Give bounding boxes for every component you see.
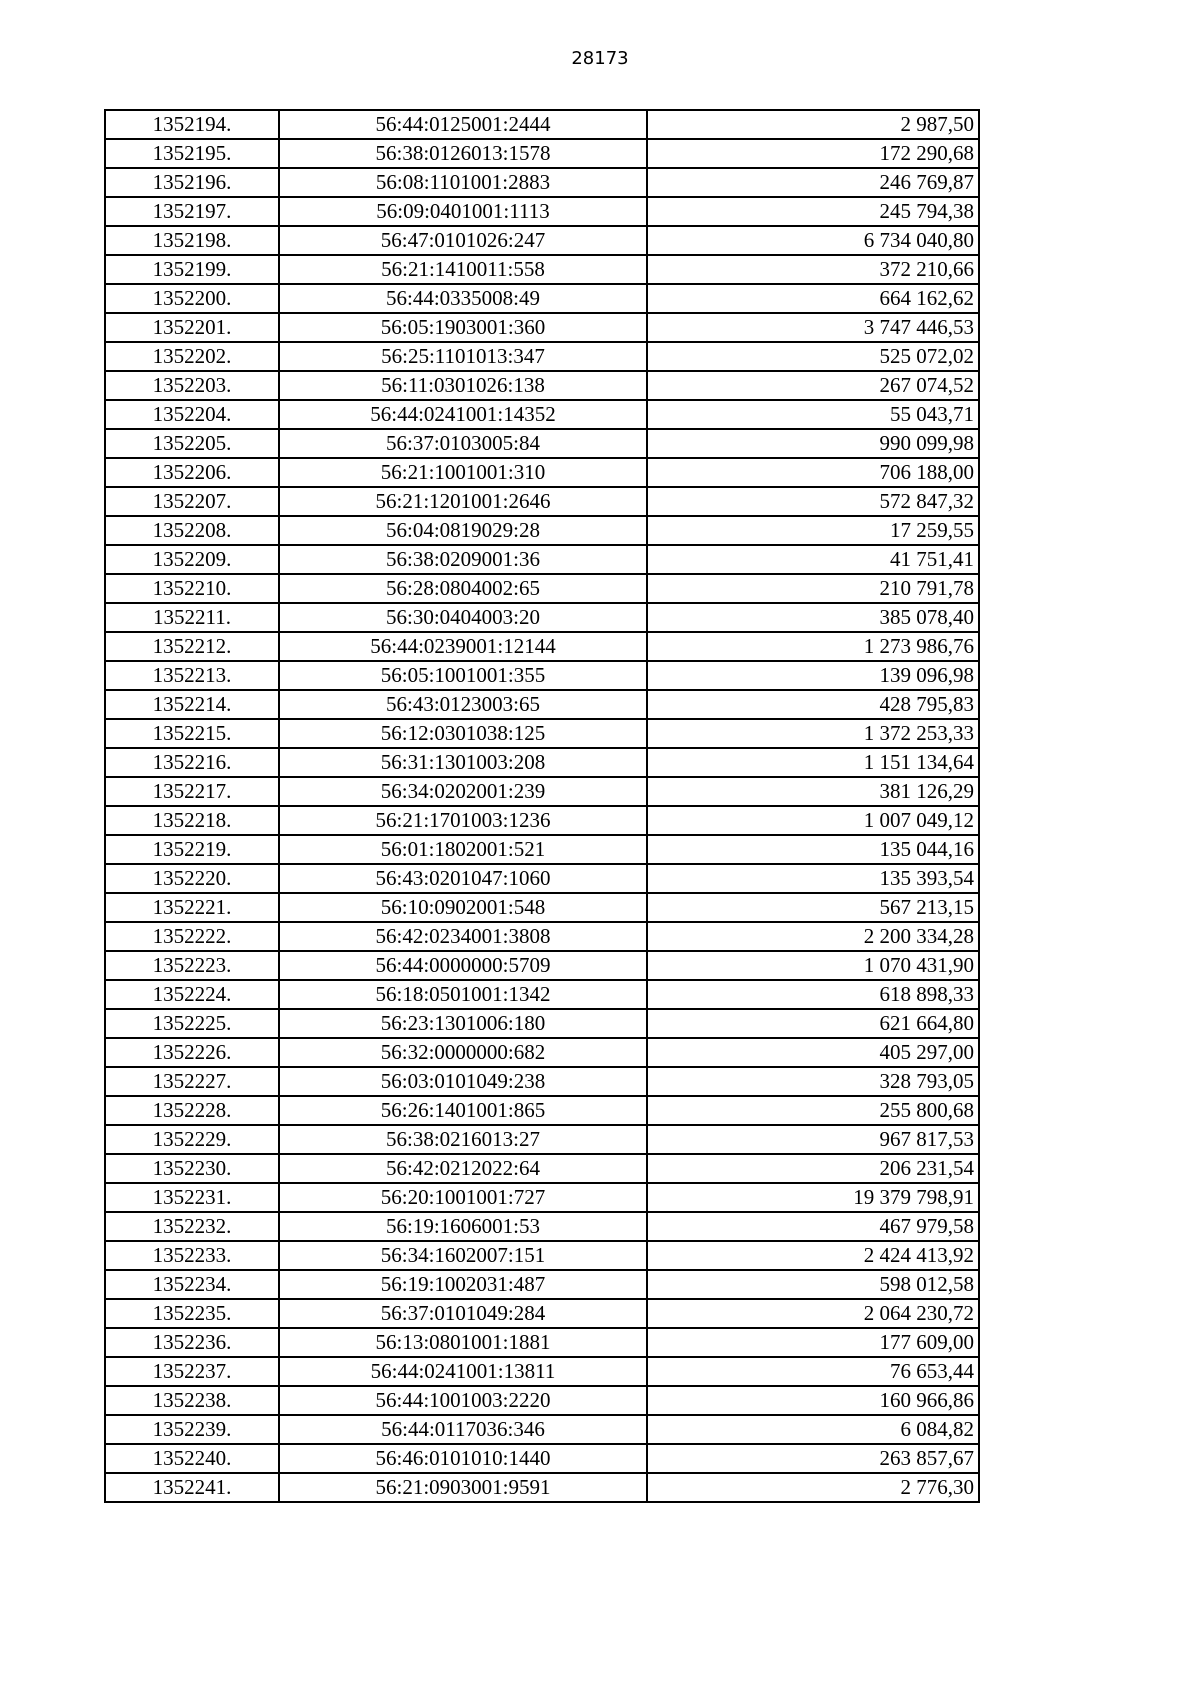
cadastral-number-cell: 56:19:1606001:53: [279, 1212, 647, 1241]
row-number-cell: 1352236.: [105, 1328, 279, 1357]
cadastral-number-cell: 56:43:0201047:1060: [279, 864, 647, 893]
page-number: 28173: [571, 48, 629, 69]
value-cell: 6 084,82: [647, 1415, 979, 1444]
row-number-cell: 1352222.: [105, 922, 279, 951]
row-number-cell: 1352219.: [105, 835, 279, 864]
table-row: [105, 893, 979, 922]
cadastral-number-cell: 56:42:0234001:3808: [279, 922, 647, 951]
value-cell: 3 747 446,53: [647, 313, 979, 342]
value-cell: 246 769,87: [647, 168, 979, 197]
row-number-cell: 1352216.: [105, 748, 279, 777]
row-number-cell: 1352209.: [105, 545, 279, 574]
value-cell: 135 393,54: [647, 864, 979, 893]
table-row: [105, 690, 979, 719]
value-cell: 567 213,15: [647, 893, 979, 922]
cadastral-number-cell: 56:44:0241001:13811: [279, 1357, 647, 1386]
row-number-cell: 1352208.: [105, 516, 279, 545]
table-row: [105, 255, 979, 284]
value-cell: 160 966,86: [647, 1386, 979, 1415]
value-cell: 263 857,67: [647, 1444, 979, 1473]
table-row: [105, 1270, 979, 1299]
cadastral-number-cell: 56:21:1410011:558: [279, 255, 647, 284]
row-number-cell: 1352210.: [105, 574, 279, 603]
row-number-cell: 1352213.: [105, 661, 279, 690]
table-row: [105, 632, 979, 661]
table-row: [105, 922, 979, 951]
row-number-cell: 1352229.: [105, 1125, 279, 1154]
value-cell: 1 151 134,64: [647, 748, 979, 777]
row-number-cell: 1352215.: [105, 719, 279, 748]
table-row: [105, 284, 979, 313]
cadastral-number-cell: 56:44:0241001:14352: [279, 400, 647, 429]
value-cell: 1 070 431,90: [647, 951, 979, 980]
table-row: [105, 719, 979, 748]
value-cell: 525 072,02: [647, 342, 979, 371]
row-number-cell: 1352214.: [105, 690, 279, 719]
cadastral-number-cell: 56:44:0239001:12144: [279, 632, 647, 661]
cadastral-number-cell: 56:19:1002031:487: [279, 1270, 647, 1299]
registry-table: [104, 109, 980, 1503]
table-row: [105, 748, 979, 777]
table-row: [105, 226, 979, 255]
cadastral-number-cell: 56:21:1001001:310: [279, 458, 647, 487]
cadastral-number-cell: 56:25:1101013:347: [279, 342, 647, 371]
table-row: [105, 1212, 979, 1241]
value-cell: 467 979,58: [647, 1212, 979, 1241]
row-number-cell: 1352221.: [105, 893, 279, 922]
row-number-cell: 1352203.: [105, 371, 279, 400]
value-cell: 255 800,68: [647, 1096, 979, 1125]
row-number-cell: 1352224.: [105, 980, 279, 1009]
row-number-cell: 1352206.: [105, 458, 279, 487]
row-number-cell: 1352201.: [105, 313, 279, 342]
table-row: [105, 1154, 979, 1183]
cadastral-number-cell: 56:44:0117036:346: [279, 1415, 647, 1444]
cadastral-number-cell: 56:13:0801001:1881: [279, 1328, 647, 1357]
table-row: [105, 806, 979, 835]
table-row: [105, 603, 979, 632]
table-row: [105, 1473, 979, 1502]
table-row: [105, 980, 979, 1009]
cadastral-number-cell: 56:04:0819029:28: [279, 516, 647, 545]
table-row: [105, 951, 979, 980]
registry-table-body: [105, 110, 979, 1502]
value-cell: 41 751,41: [647, 545, 979, 574]
value-cell: 206 231,54: [647, 1154, 979, 1183]
cadastral-number-cell: 56:37:0103005:84: [279, 429, 647, 458]
table-row: [105, 487, 979, 516]
value-cell: 664 162,62: [647, 284, 979, 313]
cadastral-number-cell: 56:34:1602007:151: [279, 1241, 647, 1270]
cadastral-number-cell: 56:38:0126013:1578: [279, 139, 647, 168]
table-row: [105, 1125, 979, 1154]
value-cell: 19 379 798,91: [647, 1183, 979, 1212]
row-number-cell: 1352194.: [105, 110, 279, 139]
table-row: [105, 1038, 979, 1067]
table-row: [105, 545, 979, 574]
cadastral-number-cell: 56:08:1101001:2883: [279, 168, 647, 197]
cadastral-number-cell: 56:46:0101010:1440: [279, 1444, 647, 1473]
cadastral-number-cell: 56:05:1001001:355: [279, 661, 647, 690]
value-cell: 17 259,55: [647, 516, 979, 545]
table-row: [105, 1328, 979, 1357]
value-cell: 135 044,16: [647, 835, 979, 864]
cadastral-number-cell: 56:12:0301038:125: [279, 719, 647, 748]
value-cell: 405 297,00: [647, 1038, 979, 1067]
cadastral-number-cell: 56:03:0101049:238: [279, 1067, 647, 1096]
table-row: [105, 661, 979, 690]
cadastral-number-cell: 56:30:0404003:20: [279, 603, 647, 632]
table-row: [105, 864, 979, 893]
table-row: [105, 1067, 979, 1096]
table-row: [105, 110, 979, 139]
cadastral-number-cell: 56:42:0212022:64: [279, 1154, 647, 1183]
table-row: [105, 429, 979, 458]
cadastral-number-cell: 56:38:0209001:36: [279, 545, 647, 574]
row-number-cell: 1352207.: [105, 487, 279, 516]
table-row: [105, 1386, 979, 1415]
value-cell: 1 372 253,33: [647, 719, 979, 748]
value-cell: 428 795,83: [647, 690, 979, 719]
row-number-cell: 1352232.: [105, 1212, 279, 1241]
value-cell: 172 290,68: [647, 139, 979, 168]
table-row: [105, 574, 979, 603]
cadastral-number-cell: 56:32:0000000:682: [279, 1038, 647, 1067]
cadastral-number-cell: 56:21:1201001:2646: [279, 487, 647, 516]
row-number-cell: 1352227.: [105, 1067, 279, 1096]
table-row: [105, 1444, 979, 1473]
cadastral-number-cell: 56:11:0301026:138: [279, 371, 647, 400]
cadastral-number-cell: 56:26:1401001:865: [279, 1096, 647, 1125]
row-number-cell: 1352225.: [105, 1009, 279, 1038]
cadastral-number-cell: 56:44:0125001:2444: [279, 110, 647, 139]
row-number-cell: 1352220.: [105, 864, 279, 893]
value-cell: 2 424 413,92: [647, 1241, 979, 1270]
value-cell: 55 043,71: [647, 400, 979, 429]
cadastral-number-cell: 56:34:0202001:239: [279, 777, 647, 806]
value-cell: 621 664,80: [647, 1009, 979, 1038]
row-number-cell: 1352233.: [105, 1241, 279, 1270]
cadastral-number-cell: 56:37:0101049:284: [279, 1299, 647, 1328]
value-cell: 990 099,98: [647, 429, 979, 458]
row-number-cell: 1352240.: [105, 1444, 279, 1473]
value-cell: 245 794,38: [647, 197, 979, 226]
table-row: [105, 400, 979, 429]
cadastral-number-cell: 56:21:1701003:1236: [279, 806, 647, 835]
row-number-cell: 1352204.: [105, 400, 279, 429]
row-number-cell: 1352196.: [105, 168, 279, 197]
row-number-cell: 1352241.: [105, 1473, 279, 1502]
row-number-cell: 1352230.: [105, 1154, 279, 1183]
row-number-cell: 1352195.: [105, 139, 279, 168]
value-cell: 381 126,29: [647, 777, 979, 806]
row-number-cell: 1352211.: [105, 603, 279, 632]
table-row: [105, 458, 979, 487]
cadastral-number-cell: 56:28:0804002:65: [279, 574, 647, 603]
row-number-cell: 1352239.: [105, 1415, 279, 1444]
cadastral-number-cell: 56:01:1802001:521: [279, 835, 647, 864]
value-cell: 2 776,30: [647, 1473, 979, 1502]
cadastral-number-cell: 56:47:0101026:247: [279, 226, 647, 255]
cadastral-number-cell: 56:05:1903001:360: [279, 313, 647, 342]
row-number-cell: 1352212.: [105, 632, 279, 661]
table-row: [105, 1009, 979, 1038]
row-number-cell: 1352199.: [105, 255, 279, 284]
table-row: [105, 1415, 979, 1444]
value-cell: 139 096,98: [647, 661, 979, 690]
cadastral-number-cell: 56:18:0501001:1342: [279, 980, 647, 1009]
table-row: [105, 1241, 979, 1270]
cadastral-number-cell: 56:38:0216013:27: [279, 1125, 647, 1154]
value-cell: 598 012,58: [647, 1270, 979, 1299]
table-row: [105, 342, 979, 371]
cadastral-number-cell: 56:09:0401001:1113: [279, 197, 647, 226]
value-cell: 6 734 040,80: [647, 226, 979, 255]
table-row: [105, 1183, 979, 1212]
value-cell: 2 200 334,28: [647, 922, 979, 951]
row-number-cell: 1352226.: [105, 1038, 279, 1067]
row-number-cell: 1352197.: [105, 197, 279, 226]
table-row: [105, 313, 979, 342]
cadastral-number-cell: 56:44:1001003:2220: [279, 1386, 647, 1415]
row-number-cell: 1352200.: [105, 284, 279, 313]
value-cell: 328 793,05: [647, 1067, 979, 1096]
value-cell: 967 817,53: [647, 1125, 979, 1154]
cadastral-number-cell: 56:10:0902001:548: [279, 893, 647, 922]
table-row: [105, 371, 979, 400]
row-number-cell: 1352234.: [105, 1270, 279, 1299]
row-number-cell: 1352237.: [105, 1357, 279, 1386]
row-number-cell: 1352205.: [105, 429, 279, 458]
table-row: [105, 197, 979, 226]
value-cell: 2 064 230,72: [647, 1299, 979, 1328]
value-cell: 618 898,33: [647, 980, 979, 1009]
row-number-cell: 1352217.: [105, 777, 279, 806]
value-cell: 372 210,66: [647, 255, 979, 284]
value-cell: 177 609,00: [647, 1328, 979, 1357]
row-number-cell: 1352202.: [105, 342, 279, 371]
value-cell: 76 653,44: [647, 1357, 979, 1386]
value-cell: 210 791,78: [647, 574, 979, 603]
table-row: [105, 1299, 979, 1328]
row-number-cell: 1352223.: [105, 951, 279, 980]
table-row: [105, 1357, 979, 1386]
cadastral-number-cell: 56:44:0000000:5709: [279, 951, 647, 980]
value-cell: 267 074,52: [647, 371, 979, 400]
value-cell: 1 273 986,76: [647, 632, 979, 661]
cadastral-number-cell: 56:31:1301003:208: [279, 748, 647, 777]
value-cell: 385 078,40: [647, 603, 979, 632]
table-row: [105, 139, 979, 168]
row-number-cell: 1352198.: [105, 226, 279, 255]
table-row: [105, 777, 979, 806]
table-row: [105, 1096, 979, 1125]
value-cell: 706 188,00: [647, 458, 979, 487]
table-row: [105, 168, 979, 197]
row-number-cell: 1352228.: [105, 1096, 279, 1125]
row-number-cell: 1352218.: [105, 806, 279, 835]
row-number-cell: 1352235.: [105, 1299, 279, 1328]
value-cell: 1 007 049,12: [647, 806, 979, 835]
cadastral-number-cell: 56:44:0335008:49: [279, 284, 647, 313]
table-row: [105, 516, 979, 545]
row-number-cell: 1352238.: [105, 1386, 279, 1415]
cadastral-number-cell: 56:43:0123003:65: [279, 690, 647, 719]
cadastral-number-cell: 56:20:1001001:727: [279, 1183, 647, 1212]
row-number-cell: 1352231.: [105, 1183, 279, 1212]
table-row: [105, 835, 979, 864]
value-cell: 2 987,50: [647, 110, 979, 139]
value-cell: 572 847,32: [647, 487, 979, 516]
cadastral-number-cell: 56:21:0903001:9591: [279, 1473, 647, 1502]
cadastral-number-cell: 56:23:1301006:180: [279, 1009, 647, 1038]
